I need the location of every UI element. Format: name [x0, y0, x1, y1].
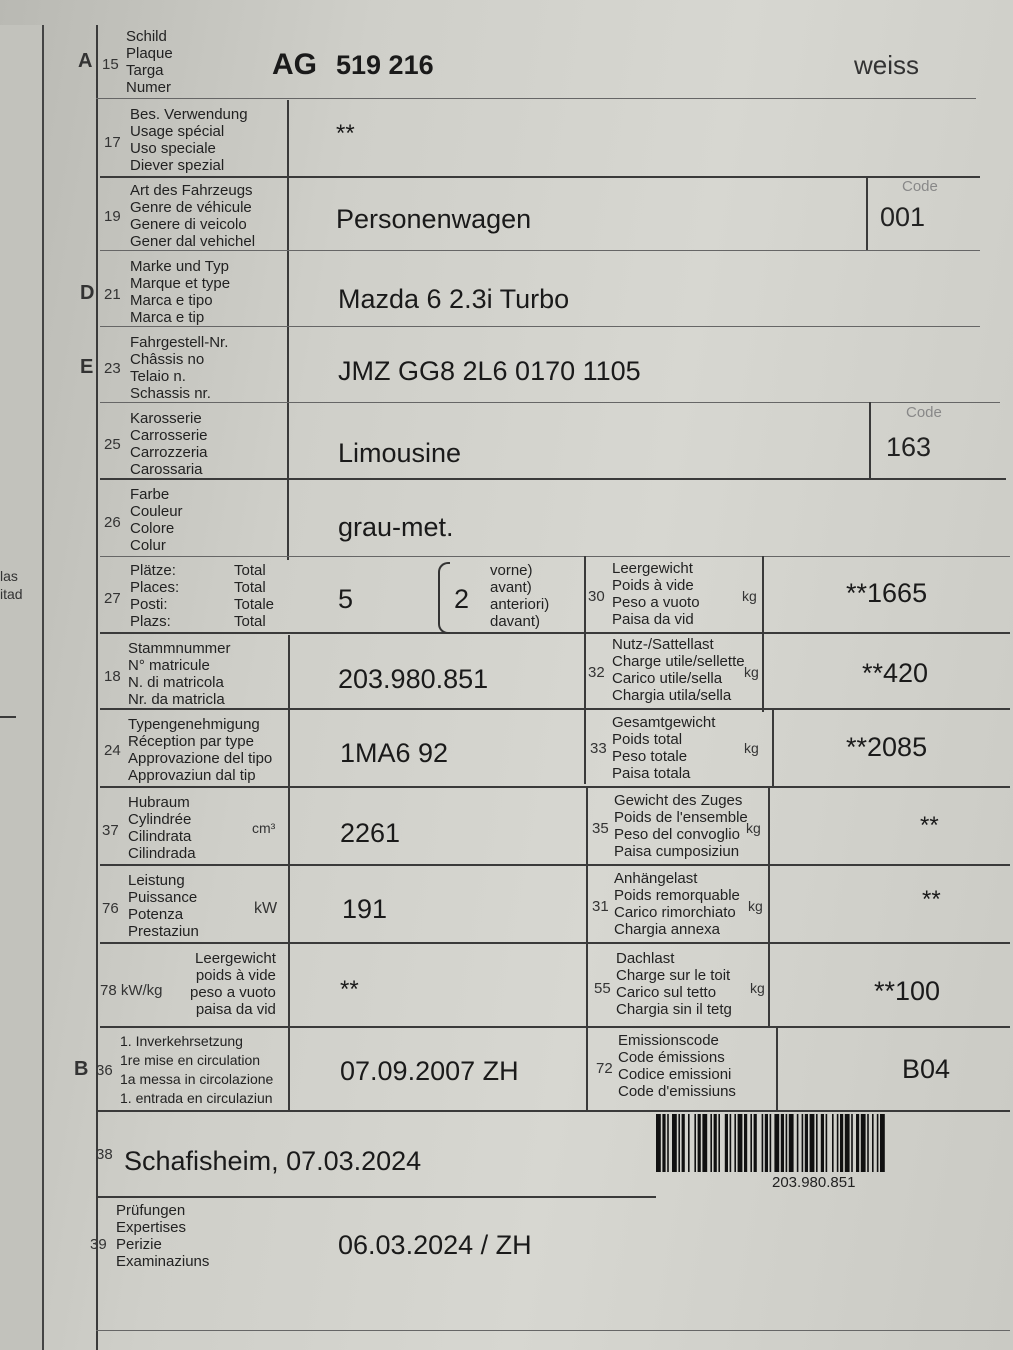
- emission-code-value: B04: [902, 1054, 951, 1084]
- special-use-value: **: [336, 120, 355, 147]
- empty-weight-value: **1665: [846, 578, 928, 608]
- plate-canton: AG: [272, 48, 317, 81]
- unit-divider: [768, 786, 770, 1026]
- row-line: [100, 864, 1010, 866]
- side-marker-e: E: [80, 356, 94, 378]
- payload-label: Nutz-/Sattellast Charge utile/sellette Carico utile/sella Chargia utila/sella: [612, 636, 745, 704]
- label-column-divider: [287, 100, 289, 560]
- unit-divider: [772, 708, 774, 786]
- row-line: [100, 1026, 1010, 1028]
- field-number: 25: [104, 436, 121, 453]
- row-line: [96, 1330, 1010, 1331]
- seats-total-value: 5: [338, 584, 354, 614]
- code-header: Code: [906, 404, 942, 421]
- code-box-divider: [869, 402, 871, 478]
- power-unit: kW: [254, 900, 278, 917]
- train-weight-label: Gewicht des Zuges Poids de l'ensemble Peso del convoglio Paisa cumposiziun: [614, 792, 748, 860]
- label-column-divider-lower: [288, 635, 290, 1110]
- field-number: 17: [104, 134, 121, 151]
- kg-unit: kg: [750, 980, 765, 996]
- payload-value: **420: [862, 658, 929, 688]
- trailer-load-label: Anhängelast Poids remorquable Carico rimorchiato Chargia annexa: [614, 870, 740, 938]
- kg-unit: kg: [744, 664, 759, 680]
- field-number: 55: [594, 980, 611, 997]
- plate-number: 519 216: [336, 50, 434, 80]
- first-registration-label: 1. Inverkehrsetzung 1re mise en circulation 1a messa in circolazione 1. entrada en circulaziun: [120, 1033, 274, 1106]
- side-marker-a: A: [78, 50, 93, 72]
- field-number: 15: [102, 56, 119, 73]
- displacement-label: Hubraum Cylindrée Cilindrata Cilindrada: [128, 794, 196, 862]
- emission-code-label: Emissionscode Code émissions Codice emissioni Code d'emissiuns: [618, 1032, 736, 1100]
- make-type-label: Marke und Typ Marque et type Marca e tipo Marca e tip: [130, 258, 231, 326]
- roof-load-value: **100: [874, 976, 941, 1006]
- type-approval-value: 1MA6 92: [340, 738, 449, 768]
- seats-front-label: vorne) avant) anteriori) davant): [490, 562, 550, 630]
- inspection-value: 06.03.2024 / ZH: [338, 1230, 532, 1260]
- field-number: 21: [104, 286, 121, 303]
- empty-weight-label: Leergewicht Poids à vide Peso a vuoto Paisa da vid: [612, 560, 700, 628]
- unit-divider: [776, 1026, 778, 1110]
- seats-bracket: [438, 562, 450, 634]
- kg-unit: kg: [742, 588, 757, 604]
- power-weight-label: Leergewicht poids à vide peso a vuoto paisa da vid: [190, 950, 276, 1018]
- code-box-divider: [866, 176, 868, 250]
- row-line: [100, 708, 1010, 710]
- body-value: Limousine: [338, 438, 462, 468]
- field-number: 78 kW/kg: [100, 982, 163, 999]
- field-number: 26: [104, 514, 121, 531]
- field-number: 76: [102, 900, 119, 917]
- vehicle-type-value: Personenwagen: [336, 204, 532, 234]
- row-line: [96, 1196, 656, 1198]
- seats-front-value: 2: [454, 584, 470, 614]
- special-use-label: Bes. Verwendung Usage spécial Uso speciale Diever spezial: [130, 106, 248, 174]
- row-line: [96, 1110, 1010, 1112]
- color-value: grau-met.: [338, 512, 454, 542]
- edge-text-1: las: [0, 568, 18, 584]
- kg-unit: kg: [744, 740, 759, 756]
- side-marker-b: B: [74, 1058, 89, 1080]
- field-number: 37: [102, 822, 119, 839]
- displacement-unit: cm³: [252, 820, 276, 836]
- middle-divider: [586, 786, 588, 1110]
- seats-label: Plätze: Places: Posti: Plazs:: [130, 562, 180, 630]
- barcode-number: 203.980.851: [772, 1174, 856, 1191]
- plate-label: Schild Plaque Targa Numer: [126, 28, 173, 96]
- row-line: [100, 942, 1010, 944]
- row-line: [100, 556, 1010, 557]
- chassis-number-value: JMZ GG8 2L6 0170 1105: [338, 356, 641, 386]
- total-weight-value: **2085: [846, 732, 928, 762]
- field-number: 35: [592, 820, 609, 837]
- field-number: 33: [590, 740, 607, 757]
- field-number: 19: [104, 208, 121, 225]
- displacement-value: 2261: [340, 818, 401, 848]
- row-line: [100, 632, 1010, 634]
- field-number: 18: [104, 668, 121, 685]
- row-line: [100, 402, 1000, 403]
- inspection-label: Prüfungen Expertises Perizie Examinaziuns: [116, 1202, 210, 1270]
- train-weight-value: **: [920, 812, 939, 839]
- master-number-value: 203.980.851: [338, 664, 489, 694]
- body-label: Karosserie Carrosserie Carrozzeria Carossaria: [130, 410, 208, 478]
- field-number: 27: [104, 590, 121, 607]
- field-number: 72: [596, 1060, 613, 1077]
- field-number: 32: [588, 664, 605, 681]
- row-line: [100, 786, 1010, 788]
- field-number: 23: [104, 360, 121, 377]
- row-line: [100, 478, 1006, 480]
- field-number: 30: [588, 588, 605, 605]
- adjacent-page-edge: [0, 25, 44, 1350]
- plate-color: weiss: [854, 50, 920, 80]
- trailer-load-value: **: [922, 886, 941, 913]
- code-header: Code: [902, 178, 938, 195]
- field-number: 38: [96, 1146, 113, 1163]
- power-weight-value: **: [340, 976, 359, 1003]
- field-number: 31: [592, 898, 609, 915]
- row-line: [100, 250, 980, 251]
- chassis-label: Fahrgestell-Nr. Châssis no Telaio n. Schassis nr.: [130, 334, 229, 402]
- field-number: 39: [90, 1236, 107, 1253]
- master-number-label: Stammnummer N° matricule N. di matricola Nr. da matricla: [128, 640, 231, 708]
- middle-divider: [584, 556, 586, 784]
- vehicle-type-label: Art des Fahrzeugs Genre de véhicule Genere di veicolo Gener dal vehichel: [130, 182, 256, 250]
- edge-text-2: itad: [0, 586, 23, 602]
- row-line: [100, 176, 980, 178]
- kg-unit: kg: [746, 820, 761, 836]
- field-number: 24: [104, 742, 121, 759]
- field-number: 36: [96, 1062, 113, 1079]
- row-line: [100, 326, 980, 327]
- roof-load-label: Dachlast Charge sur le toit Carico sul tetto Chargia sin il tetg: [616, 950, 732, 1018]
- edge-mark: [0, 716, 16, 718]
- vehicle-type-code: 001: [880, 202, 926, 232]
- type-approval-label: Typengenehmigung Réception par type Approvazione del tipo Approvaziun dal tip: [128, 716, 273, 784]
- power-value: 191: [342, 894, 388, 924]
- row-line: [96, 98, 976, 99]
- unit-divider: [762, 556, 764, 712]
- first-registration-value: 07.09.2007 ZH: [340, 1056, 519, 1086]
- total-weight-label: Gesamtgewicht Poids total Peso totale Paisa totala: [612, 714, 716, 782]
- seats-total-label: Total Total Totale Total: [234, 562, 275, 630]
- color-label: Farbe Couleur Colore Colur: [130, 486, 183, 554]
- kg-unit: kg: [748, 898, 763, 914]
- issue-place-date: Schafisheim, 07.03.2024: [124, 1146, 422, 1176]
- body-code: 163: [886, 432, 932, 462]
- side-marker-d: D: [80, 282, 95, 304]
- make-type-value: Mazda 6 2.3i Turbo: [338, 284, 570, 314]
- power-label: Leistung Puissance Potenza Prestaziun: [128, 872, 199, 940]
- barcode: [656, 1114, 990, 1172]
